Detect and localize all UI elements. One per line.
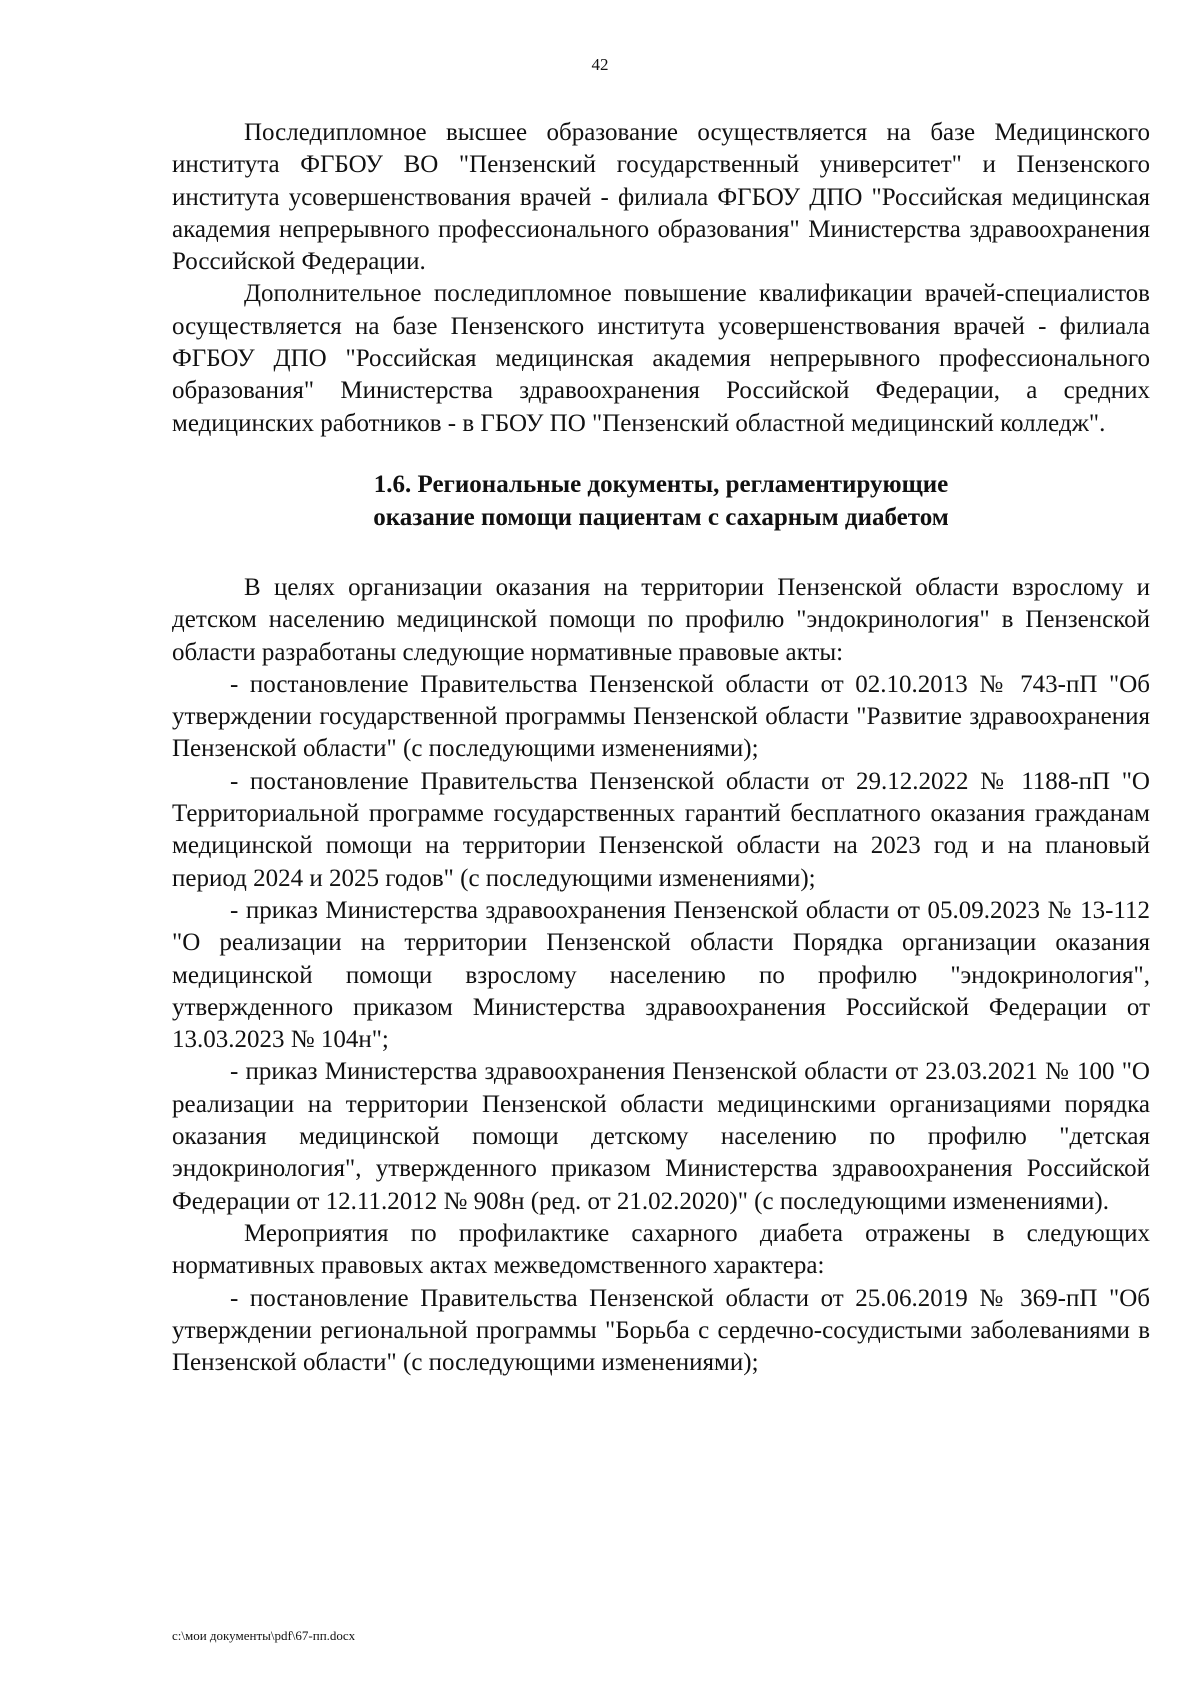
section-heading: [172, 468, 1150, 534]
section-heading-line-1: 1.6. Региональные документы, регламентирующие: [373, 470, 949, 498]
list-item: - постановление Правительства Пензенской области от 25.06.2019 № 369-пП "Об утверждении региональной программы "Борьба с сердечно-сосудистыми заболеваниями в Пензенской области" (с последующими изменениями);: [172, 1284, 1150, 1377]
paragraph-prevention: Мероприятия по профилактике сахарного диабета отражены в следующих нормативных правовых актах межведомственного характера:: [172, 1219, 1150, 1280]
list-item: - приказ Министерства здравоохранения Пензенской области от 23.03.2021 № 100 "О реализации на территории Пензенской области медицинскими организациями порядка оказания медицинской помощи детскому населению по профилю "детская эндокринология", утвержденного приказом Министерства здравоохранения Российской Федерации от 12.11.2012 № 908н (ред. от 21.02.2020)" (с последующими изменениями).: [172, 1058, 1150, 1215]
paragraph-postgraduate-education: Последипломное высшее образование осуществляется на базе Медицинского института ФГБОУ ВО "Пензенский государственный университет" и Пензенского института усовершенствования врачей - филиала ФГБОУ ДПО "Российская медицинская академия непрерывного профессионального образования" Министерства здравоохранения Российской Федерации.: [172, 119, 1150, 276]
paragraph-intro: В целях организации оказания на территории Пензенской области взрослому и детском населению медицинской помощи по профилю "эндокринология" в Пензенской области разработаны следующие нормативные правовые акты:: [172, 573, 1150, 666]
list-item: - постановление Правительства Пензенской области от 02.10.2013 № 743-пП "Об утверждении государственной программы Пензенской области "Развитие здравоохранения Пензенской области" (с последующими изменениями);: [172, 670, 1150, 763]
list-item: - приказ Министерства здравоохранения Пензенской области от 05.09.2023 № 13-112 "О реализации на территории Пензенской области Порядка организации оказания медицинской помощи взрослому населению по профилю "эндокринология", утвержденного приказом Министерства здравоохранения Российской Федерации от 13.03.2023 № 104н";: [172, 896, 1150, 1054]
section-heading-line-2: оказание помощи пациентам с сахарным диабетом: [373, 503, 949, 531]
paragraph-additional-training: Дополнительное последипломное повышение квалификации врачей-специалистов осуществляется на базе Пензенского института усовершенствования врачей - филиала ФГБОУ ДПО "Российская медицинская академия непрерывного профессионального образования" Министерства здравоохранения Российской Федерации, а средних медицинских работников - в ГБОУ ПО "Пензенский областной медицинский колледж".: [172, 280, 1150, 437]
list-item: - постановление Правительства Пензенской области от 29.12.2022 № 1188-пП "О Территориальной программе государственных гарантий бесплатного оказания гражданам медицинской помощи на территории Пензенской области на 2023 год и на плановый период 2024 и 2025 годов" (с последующими изменениями);: [172, 767, 1150, 892]
footer-file-path: c:\мои документы\pdf\67-пп.docx: [172, 1628, 356, 1643]
document-body: [172, 117, 1150, 1379]
page-number: 42: [591, 55, 609, 74]
